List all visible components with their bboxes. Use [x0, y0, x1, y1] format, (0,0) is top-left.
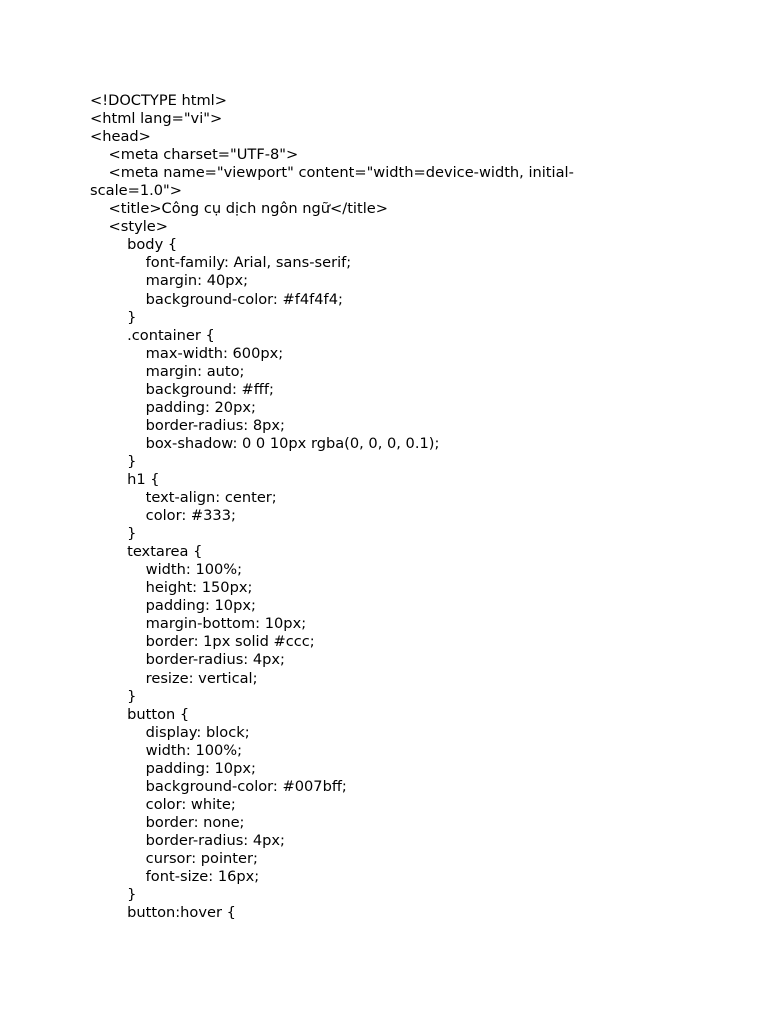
code-line: body {	[90, 236, 178, 254]
code-line: display: block;	[90, 723, 250, 741]
code-line: .container {	[90, 326, 215, 344]
code-line: background: #fff;	[90, 380, 274, 398]
code-line: }	[90, 308, 137, 326]
code-line: background-color: #f4f4f4;	[90, 290, 343, 308]
code-line: color: white;	[90, 795, 236, 813]
code-line: margin: auto;	[90, 362, 245, 380]
code-line: margin-bottom: 10px;	[90, 615, 307, 633]
code-listing	[90, 92, 610, 922]
code-line: width: 100%;	[90, 741, 243, 759]
code-line: <style>	[90, 218, 169, 236]
code-line: font-size: 16px;	[90, 868, 260, 886]
code-line: padding: 10px;	[90, 597, 256, 615]
code-line: padding: 20px;	[90, 398, 256, 416]
code-line: <head>	[90, 128, 151, 146]
code-line: button:hover {	[90, 904, 236, 922]
code-line: <html lang="vi">	[90, 110, 223, 128]
code-line: border-radius: 4px;	[90, 651, 285, 669]
code-line: text-align: center;	[90, 489, 277, 507]
code-line: resize: vertical;	[90, 669, 258, 687]
code-line: cursor: pointer;	[90, 849, 258, 867]
code-line: <!DOCTYPE html>	[90, 92, 227, 109]
code-line: textarea {	[90, 543, 203, 561]
code-line: font-family: Arial, sans-serif;	[90, 254, 352, 272]
code-line: scale=1.0">	[90, 182, 182, 200]
code-line: color: #333;	[90, 507, 236, 525]
code-line: width: 100%;	[90, 561, 243, 579]
code-line: }	[90, 525, 137, 543]
code-line: border: none;	[90, 813, 245, 831]
code-line: button {	[90, 705, 190, 723]
code-line: h1 {	[90, 470, 160, 488]
code-line: background-color: #007bff;	[90, 777, 347, 795]
code-line: }	[90, 886, 137, 904]
code-line: }	[90, 452, 137, 470]
code-line: border: 1px solid #ccc;	[90, 633, 315, 651]
code-line: margin: 40px;	[90, 272, 249, 290]
code-line: }	[90, 687, 137, 705]
code-line: <title>Công cụ dịch ngôn ngữ</title>	[90, 200, 388, 218]
code-line: padding: 10px;	[90, 759, 256, 777]
code-line: <meta name="viewport" content="width=device-width, initial-	[90, 164, 574, 182]
code-line: height: 150px;	[90, 579, 253, 597]
code-line: border-radius: 8px;	[90, 416, 285, 434]
code-line: <meta charset="UTF-8">	[90, 146, 299, 164]
code-line: border-radius: 4px;	[90, 831, 285, 849]
code-line: max-width: 600px;	[90, 344, 284, 362]
code-line: box-shadow: 0 0 10px rgba(0, 0, 0, 0.1);	[90, 434, 440, 452]
